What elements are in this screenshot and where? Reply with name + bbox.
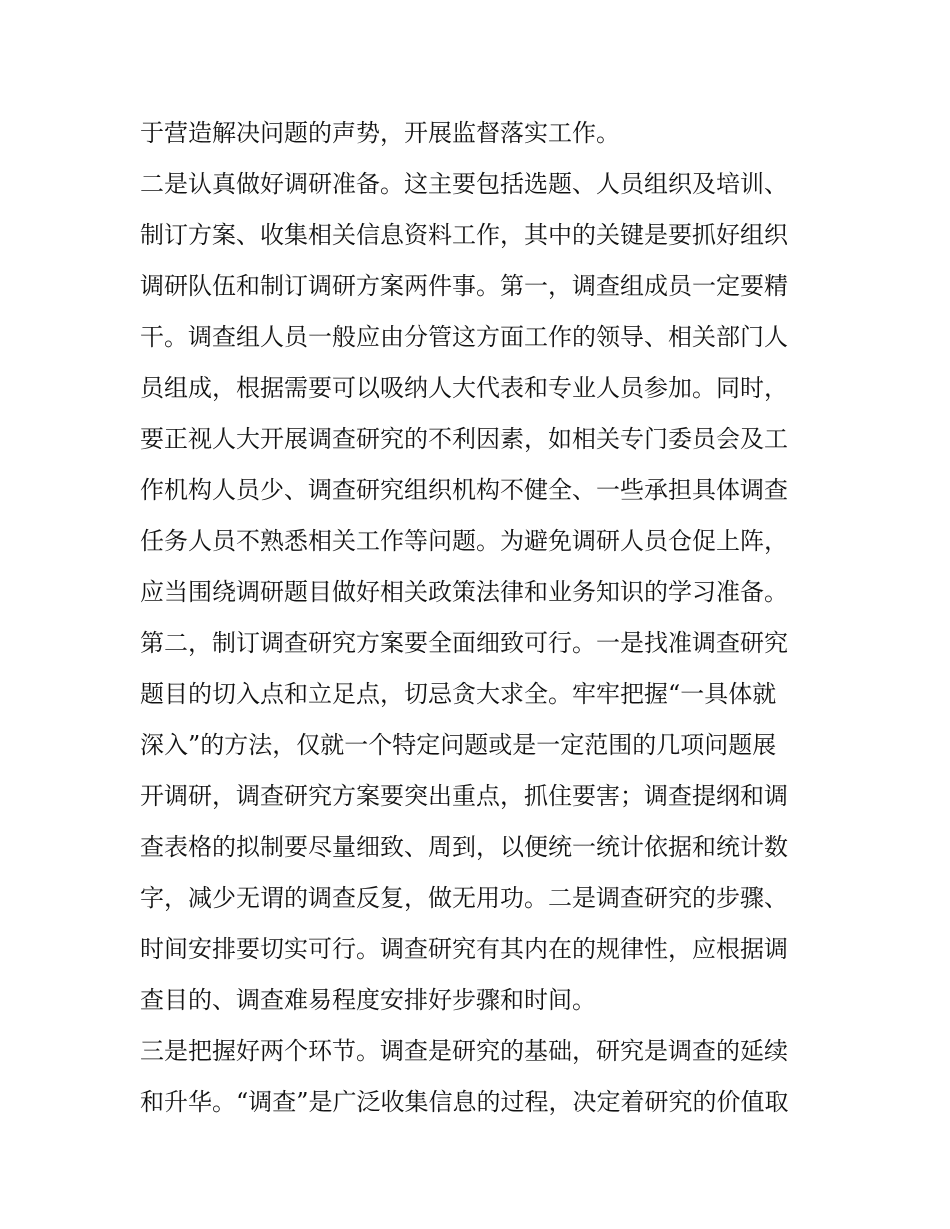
text-line-9: 任务人员不熟悉相关工作等问题。为避免调研人员仓促上阵， — [140, 527, 788, 555]
text-line-17: 时间安排要切实可行。调查研究有其内在的规律性，应根据调 — [140, 935, 788, 963]
text-line-14: 开调研，调查研究方案要突出重点，抓住要害；调查提纲和调 — [140, 782, 788, 810]
text-line-20: 和升华。“调查”是广泛收集信息的过程，决定着研究的价值取 — [140, 1088, 789, 1116]
body-text — [140, 108, 830, 1128]
text-line-18: 查目的、调查难易程度安排好步骤和时间。 — [140, 986, 596, 1014]
text-line-2: 二是认真做好调研准备。这主要包括选题、人员组织及培训、 — [140, 170, 788, 198]
text-line-10: 应当围绕调研题目做好相关政策法律和业务知识的学习准备。 — [140, 578, 788, 606]
text-line-3: 制订方案、收集相关信息资料工作，其中的关键是要抓好组织 — [140, 221, 788, 249]
text-line-12: 题目的切入点和立足点，切忌贪大求全。牢牢把握“一具体就 — [140, 680, 777, 708]
text-line-7: 要正视人大开展调查研究的不利因素，如相关专门委员会及工 — [140, 425, 788, 453]
text-line-16: 字，减少无谓的调查反复，做无用功。二是调查研究的步骤、 — [140, 884, 788, 912]
text-line-5: 干。调查组人员一般应由分管这方面工作的领导、相关部门人 — [140, 323, 788, 351]
text-line-8: 作机构人员少、调查研究组织机构不健全、一些承担具体调查 — [140, 476, 788, 504]
text-line-13: 深入”的方法，仅就一个特定问题或是一定范围的几项问题展 — [140, 731, 777, 759]
text-line-6: 员组成，根据需要可以吸纳人大代表和专业人员参加。同时， — [140, 374, 788, 402]
text-line-15: 查表格的拟制要尽量细致、周到，以便统一统计依据和统计数 — [140, 833, 788, 861]
text-line-19: 三是把握好两个环节。调查是研究的基础，研究是调查的延续 — [140, 1037, 788, 1065]
text-line-4: 调研队伍和制订调研方案两件事。第一，调查组成员一定要精 — [140, 272, 788, 300]
text-line-11: 第二，制订调查研究方案要全面细致可行。一是找准调查研究 — [140, 629, 788, 657]
text-line-1: 于营造解决问题的声势，开展监督落实工作。 — [140, 119, 620, 147]
